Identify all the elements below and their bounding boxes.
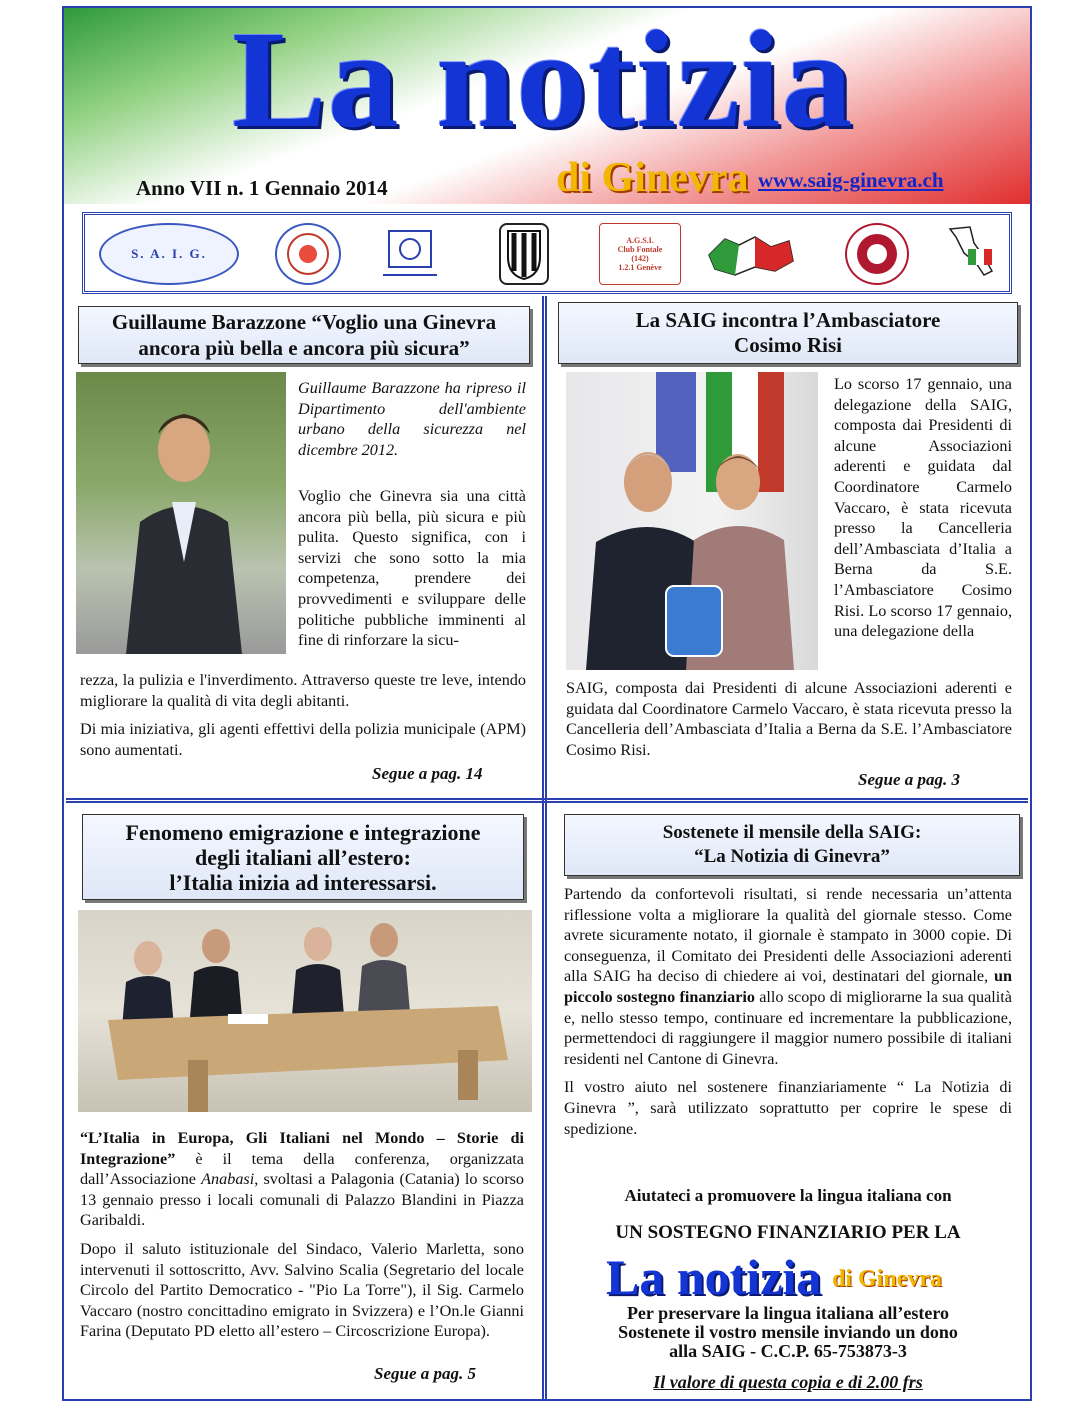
conference-illustration — [78, 910, 532, 1112]
article2-headline-line2: Cosimo Risi — [734, 333, 842, 357]
agsi-line2: Club Fontale — [617, 245, 663, 254]
ornamental-logo — [375, 223, 445, 285]
italy-flag-map-icon — [705, 227, 797, 281]
shield-icon — [504, 227, 544, 281]
conference-photo — [78, 910, 532, 1112]
article3-continued[interactable]: Segue a pag. 5 — [374, 1364, 476, 1383]
article4-para1-b: allo scopo di migliorarne la sua qualità e, nello stesso tempo, continuare ed incrementare la pubblicazione, permettendoci di raggiungere il maggior numero possibile di italiani residenti nel Cantone di Ginevra. — [564, 987, 1012, 1068]
article2-body-top: Lo scorso 17 gennaio, una delegazione della SAIG, composta dai Presidenti di alcune Associazioni aderenti e guidata dal Coordinatore Carmelo Vaccaro, è stata ricevuta presso la Cancelleria dell’Ambasciata d’Italia a Berna da S.E. l’Ambasciatore Cosimo Risi. Lo scorso 17 gennaio, una delegazione della — [834, 375, 1012, 641]
saig-logo — [99, 223, 239, 285]
ornament-icon — [377, 225, 443, 283]
article4-para2: Il vostro aiuto nel sostenere finanziariamente “ La Notizia di Ginevra ”, sarà utilizzato soprattutto per coprire le spese di spedizione. — [564, 1078, 1012, 1138]
article3-para1-b: , svoltasi a Palagonia (Catania) lo scorso 13 gennaio presso i locali comunali di Palazzo Blandini in Piazza Garibaldi. — [80, 1170, 525, 1230]
italy-outline-icon — [940, 223, 1000, 285]
financial-support-phrase: un piccolo sostegno finanziario — [564, 967, 1012, 1006]
issue-number: Anno VII n. 1 Gennaio 2014 — [136, 176, 388, 200]
closing-line2: Sostenete il vostro mensile inviando un dono — [618, 1322, 958, 1342]
article2-continued[interactable]: Segue a pag. 3 — [858, 770, 960, 789]
italy-map-logo — [703, 223, 799, 285]
emblem-icon — [852, 229, 902, 279]
article1-para1-end: rezza, la pulizia e l'inverdimento. Attraverso queste tre leve, intendo migliorare la qualità di vita degli abitanti. — [80, 671, 526, 710]
article2-headline-line1: La SAIG incontra l’Ambasciatore — [635, 308, 941, 332]
support-caps-line: UN SOSTEGNO FINANZIARIO PER LA — [615, 1222, 961, 1243]
agsi-line3: (142) — [631, 254, 649, 263]
article1-continued[interactable]: Segue a pag. 14 — [372, 764, 483, 783]
association-logos-bar — [82, 212, 1012, 294]
association-seal-logo — [275, 223, 341, 285]
agsi-line4: 1.2.1 Genève — [618, 263, 662, 272]
crest-logo — [499, 223, 549, 285]
agsi-logo — [599, 223, 681, 285]
article3-headline-line3: l’Italia inizia ad interessarsi. — [169, 869, 437, 895]
mini-title: La notizia — [606, 1249, 822, 1305]
appeal-line: Aiutateci a promuovere la lingua italiana con — [624, 1186, 952, 1205]
article1-headline — [78, 306, 530, 364]
saig-logo-text: S. A. I. G. — [131, 246, 207, 261]
mini-masthead-logo — [606, 1248, 986, 1304]
closing-block — [564, 1304, 1012, 1361]
association-name: Anabasi — [201, 1170, 255, 1189]
article3-headline-line1: Fenomeno emigrazione e integrazione — [125, 819, 481, 845]
newspaper-title: La notizia — [232, 8, 854, 157]
seal-icon — [283, 229, 333, 279]
article1-body-full — [80, 670, 526, 768]
article3-para1 — [80, 1128, 524, 1231]
column-divider — [542, 296, 547, 1400]
article3-headline — [82, 814, 524, 900]
article2-body-bottom: SAIG, composta dai Presidenti di alcune Associazioni aderenti e guidata dal Coordinatore Carmelo Vaccaro, è stata ricevuta presso la Cancelleria dell’Ambasciata d’Italia a Berna da S.E. l’Ambasciatore Cosimo Risi. — [566, 679, 1012, 759]
article2-headline — [558, 302, 1018, 364]
copy-price: Il valore di questa copia e di 2.00 frs — [653, 1372, 923, 1392]
article1-headline-text: Guillaume Barazzone “Voglio una Ginevra ancora più bella e ancora più sicura” — [111, 310, 497, 360]
row-divider — [66, 798, 1028, 803]
italy-outline-logo — [937, 223, 1003, 285]
website-link[interactable]: www.saig-ginevra.ch — [758, 168, 944, 192]
article3-body — [80, 1128, 524, 1350]
article4-headline — [564, 814, 1020, 876]
article3-para1-a: è il tema della conferenza, organizzata dall’Associazione — [80, 1149, 524, 1189]
conference-title: “L’Italia in Europa, Gli Italiani nel Mondo – Storie di Integrazione” — [80, 1129, 524, 1168]
article1-para1-top: Voglio che Ginevra sia una città ancora più bella, più sicura e più pulita. Questo significa, con i servizi che sono sotto la mia competenza, prendere dei provvedimenti e sviluppare delle politiche pubbliche imminenti al fine di rinforzare la sicu- — [298, 487, 526, 650]
article4-body — [564, 884, 1012, 1147]
emblem-logo — [845, 223, 909, 285]
article4-headline-line2: “La Notizia di Ginevra” — [694, 846, 890, 867]
article1-intro: Guillaume Barazzone ha ripreso il Dipartimento dell'ambiente urbano della sicurezza nel dicembre 2012. — [298, 379, 526, 459]
agsi-line1: A.G.S.I. — [626, 236, 654, 245]
newspaper-subtitle: di Ginevra — [556, 155, 749, 201]
portrait-illustration — [76, 372, 286, 654]
article1-body — [298, 486, 526, 651]
meeting-illustration — [566, 372, 818, 670]
closing-line3: alla SAIG - C.C.P. 65-753873-3 — [669, 1341, 907, 1361]
closing-line1: Per preservare la lingua italiana all’estero — [626, 1303, 950, 1323]
embassy-meeting-photo — [566, 372, 818, 670]
mini-subtitle: di Ginevra — [832, 1266, 943, 1292]
article3-headline-line2: degli italiani all’estero: — [195, 844, 411, 870]
barazzone-photo — [76, 372, 286, 654]
article4-headline-line1: Sostenete il mensile della SAIG: — [662, 822, 922, 843]
article4-para1 — [564, 884, 1012, 1069]
article1-para2: Di mia iniziativa, gli agenti effettivi della polizia municipale (APM) sono aumentati. — [80, 720, 526, 759]
article3-para2: Dopo il saluto istituzionale del Sindaco, Valerio Marletta, sono intervenuti il sottoscritto, Avv. Salvino Scalia (Segretario del locale Circolo del Partito Democratico - "Pio La Torre"), il Sig. Carmelo Vaccaro (nostro concittadino emigrato in Svizzera) e l’On.le Gianni Farina (Deputato PD eletto all’estero – Circoscrizione Europa). — [80, 1239, 524, 1341]
article4-para1-a: Partendo da confortevoli risultati, si rende necessaria un’attenta riflessione volta a migliorare la qualità del giornale stesso. Come avrete sicuramente notato, il giornale è stampato in 3000 copie. Di conseguenza, il Comitato dei Presidenti delle Associazioni aderenti alla SAIG ha deciso di chiedere ai voi, destinatari del giornale, — [564, 885, 1012, 986]
